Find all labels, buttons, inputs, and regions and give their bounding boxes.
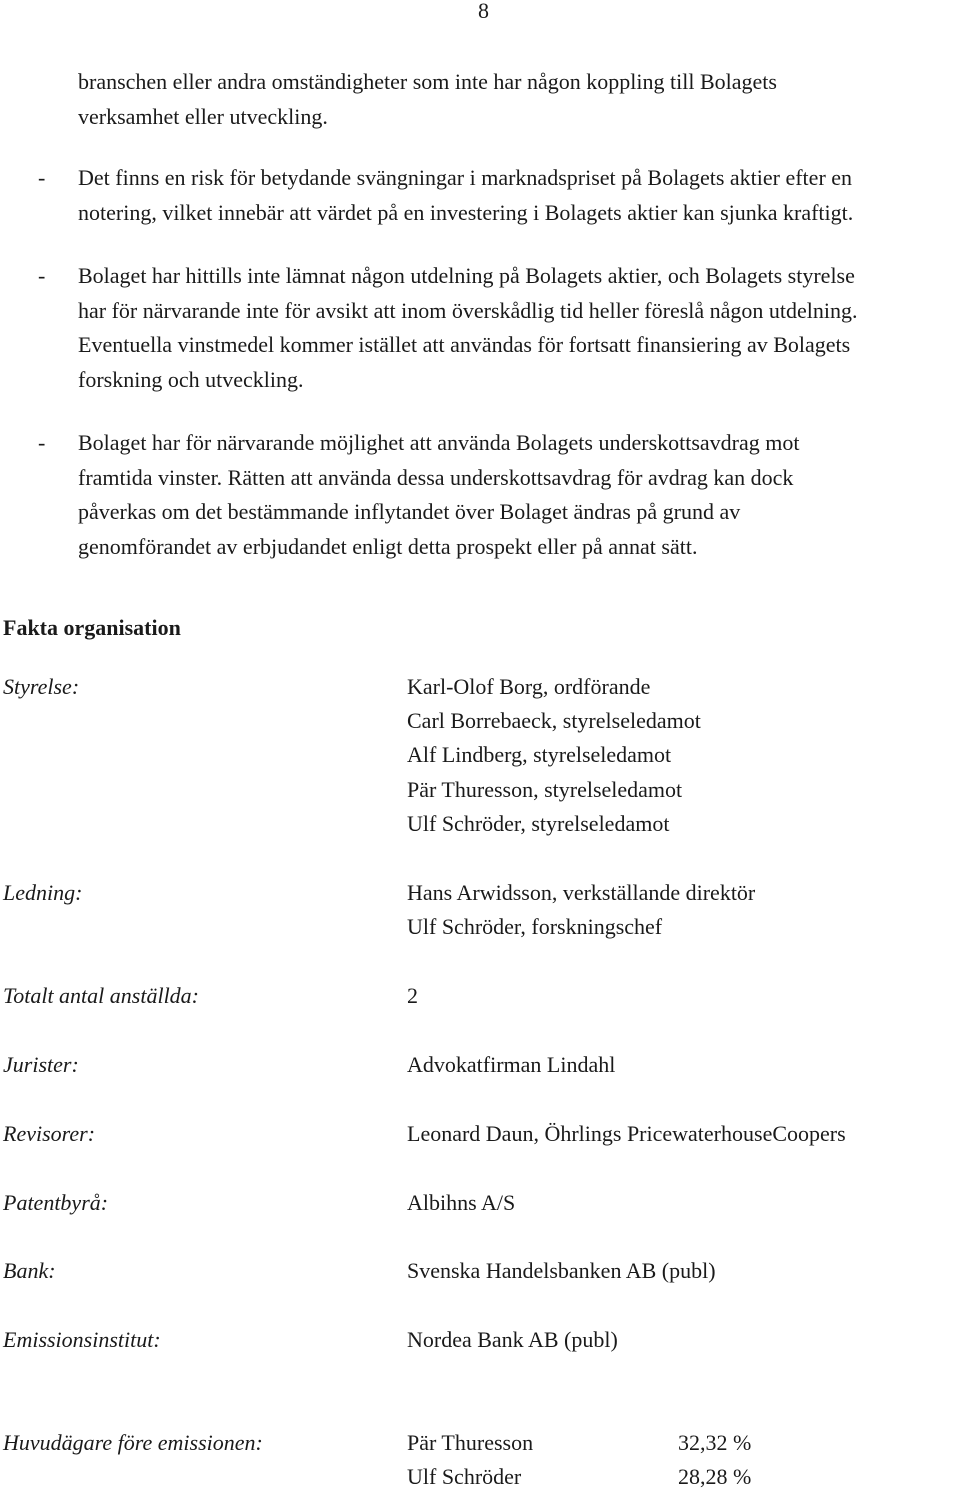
employees-label: Totalt antal anställda:: [3, 983, 200, 1008]
text-line: Det finns en risk för betydande svängningar i marknadspriset på Bolagets aktier efter en: [78, 165, 853, 190]
bullet-paragraph-dividend: [78, 259, 958, 397]
major-shareholder-share: 32,32 %: [678, 1430, 752, 1455]
section-heading: Fakta organisation: [3, 615, 181, 640]
jurister-value: Advokatfirman Lindahl: [407, 1052, 616, 1077]
paragraph-continuation: [78, 65, 958, 134]
text-line: notering, vilket innebär att värdet på en investering i Bolagets aktier kan sjunka kraftigt.: [78, 199, 854, 225]
management-member: Ulf Schröder, forskningschef: [407, 914, 663, 939]
revisorer-label: Revisorer:: [3, 1121, 96, 1146]
bank-label: Bank:: [3, 1258, 56, 1283]
patentbyra-label: Patentbyrå:: [3, 1190, 109, 1215]
bullet-paragraph-tax-loss: [78, 426, 958, 564]
text-line: Bolaget har för närvarande möjlighet att använda Bolagets underskottsavdrag mot: [78, 430, 800, 455]
major-shareholder-name: Ulf Schröder: [407, 1464, 522, 1489]
board-member: Ulf Schröder, styrelseledamot: [407, 811, 670, 836]
ledning-label: Ledning:: [3, 880, 83, 905]
text-line: har för närvarande inte för avsikt att inom överskådlig tid heller föreslå någon utdelning.: [78, 297, 858, 323]
text-line: påverkas om det bestämmande inflytandet över Bolaget ändras på grund av: [78, 499, 741, 524]
emissionsinstitut-value: Nordea Bank AB (publ): [407, 1327, 618, 1352]
jurister-label: Jurister:: [3, 1052, 79, 1077]
board-member: Alf Lindberg, styrelseledamot: [407, 742, 672, 767]
board-member: Carl Borrebaeck, styrelseledamot: [407, 708, 701, 733]
text-line: Bolaget har hittills inte lämnat någon utdelning på Bolagets aktier, och Bolagets styrelse: [78, 263, 855, 288]
page-number: 8: [478, 0, 489, 23]
major-shareholder-share: 28,28 %: [678, 1464, 752, 1489]
board-member: Pär Thuresson, styrelseledamot: [407, 777, 683, 802]
major-shareholder-name: Pär Thuresson: [407, 1430, 534, 1455]
text-line: genomförandet av erbjudandet enligt detta prospekt eller på annat sätt.: [78, 533, 698, 559]
employees-value: 2: [407, 983, 418, 1008]
board-member: Karl-Olof Borg, ordförande: [407, 674, 651, 699]
revisorer-value: Leonard Daun, Öhrlings PricewaterhouseCoopers: [407, 1121, 846, 1146]
bank-value: Svenska Handelsbanken AB (publ): [407, 1258, 716, 1283]
bullet-dash: -: [38, 430, 46, 455]
bullet-dash: -: [38, 165, 46, 190]
bullet-paragraph-risk-price: [78, 161, 958, 230]
patentbyra-value: Albihns A/S: [407, 1190, 516, 1215]
text-line: branschen eller andra omständigheter som inte har någon koppling till Bolagets: [78, 69, 777, 94]
bullet-dash: -: [38, 263, 46, 288]
text-line: Eventuella vinstmedel kommer istället att användas för fortsatt finansiering av Bolagets: [78, 332, 851, 357]
text-line: forskning och utveckling.: [78, 366, 304, 392]
management-member: Hans Arwidsson, verkställande direktör: [407, 880, 756, 905]
text-line: framtida vinster. Rätten att använda dessa underskottsavdrag för avdrag kan dock: [78, 464, 794, 490]
emissionsinstitut-label: Emissionsinstitut:: [3, 1327, 161, 1352]
styrelse-label: Styrelse:: [3, 674, 80, 699]
text-line: verksamhet eller utveckling.: [78, 103, 328, 129]
huvudagare-label: Huvudägare före emissionen:: [3, 1430, 263, 1455]
